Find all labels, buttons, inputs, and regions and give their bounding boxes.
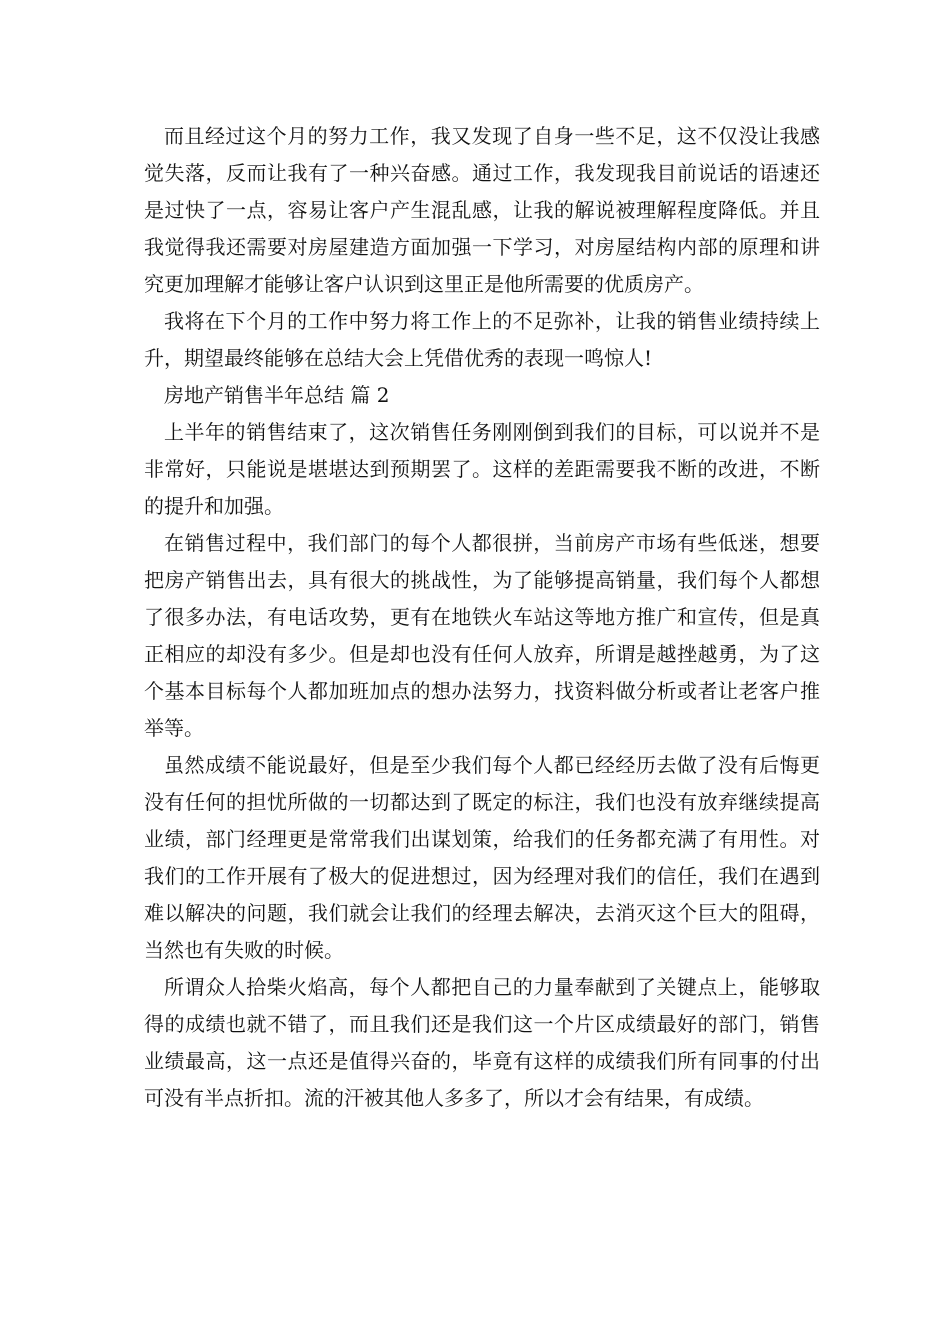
paragraph-next-month-goal: 我将在下个月的工作中努力将工作上的不足弥补，让我的销售业绩持续上升，期望最终能够在总结大会上凭借优秀的表现一鸣惊人! — [144, 309, 820, 370]
document-body — [144, 118, 820, 1117]
paragraph-sales-process: 在销售过程中，我们部门的每个人都很拼，当前房产市场有些低迷，想要把房产销售出去，具有很大的挑战性，为了能够提高销量，我们每个人都想了很多办法，有电话攻势，更有在地铁火车站这等地方推广和宣传，但是真正相应的却没有多少。但是却也没有任何人放弃，所谓是越挫越勇，为了这个基本目标每个人都加班加点的想办法努力，找资料做分析或者让老客户推举等。 — [144, 531, 820, 740]
paragraph-self-improvement: 而且经过这个月的努力工作，我又发现了自身一些不足，这不仅没让我感觉失落，反而让我有了一种兴奋感。通过工作，我发现我目前说话的语速还是过快了一点，容易让客户产生混乱感，让我的解说被理解程度降低。并且我觉得我还需要对房屋建造方面加强一下学习，对房屋结构内部的原理和讲究更加理解才能够让客户认识到这里正是他所需要的优质房产。 — [144, 124, 820, 296]
section-heading: 房地产销售半年总结 篇 2 — [164, 383, 390, 407]
paragraph-manager-support: 虽然成绩不能说最好，但是至少我们每个人都已经经历去做了没有后悔更没有任何的担忧所做的一切都达到了既定的标注，我们也没有放弃继续提高业绩，部门经理更是常常我们出谋划策，给我们的任务都充满了有用性。对我们的工作开展有了极大的促进想过，因为经理对我们的信任，我们在遇到难以解决的问题，我们就会让我们的经理去解决，去消灭这个巨大的阻碍，当然也有失败的时候。 — [144, 753, 820, 962]
paragraph-half-year-result: 上半年的销售结束了，这次销售任务刚刚倒到我们的目标，可以说并不是非常好，只能说是堪堪达到预期罢了。这样的差距需要我不断的改进，不断的提升和加强。 — [144, 420, 820, 518]
paragraph-team-effort: 所谓众人拾柴火焰高，每个人都把自己的力量奉献到了关键点上，能够取得的成绩也就不错了，而且我们还是我们这一个片区成绩最好的部门，销售业绩最高，这一点还是值得兴奋的，毕竟有这样的成绩我们所有同事的付出可没有半点折扣。流的汗被其他人多多了，所以才会有结果，有成绩。 — [144, 975, 820, 1110]
